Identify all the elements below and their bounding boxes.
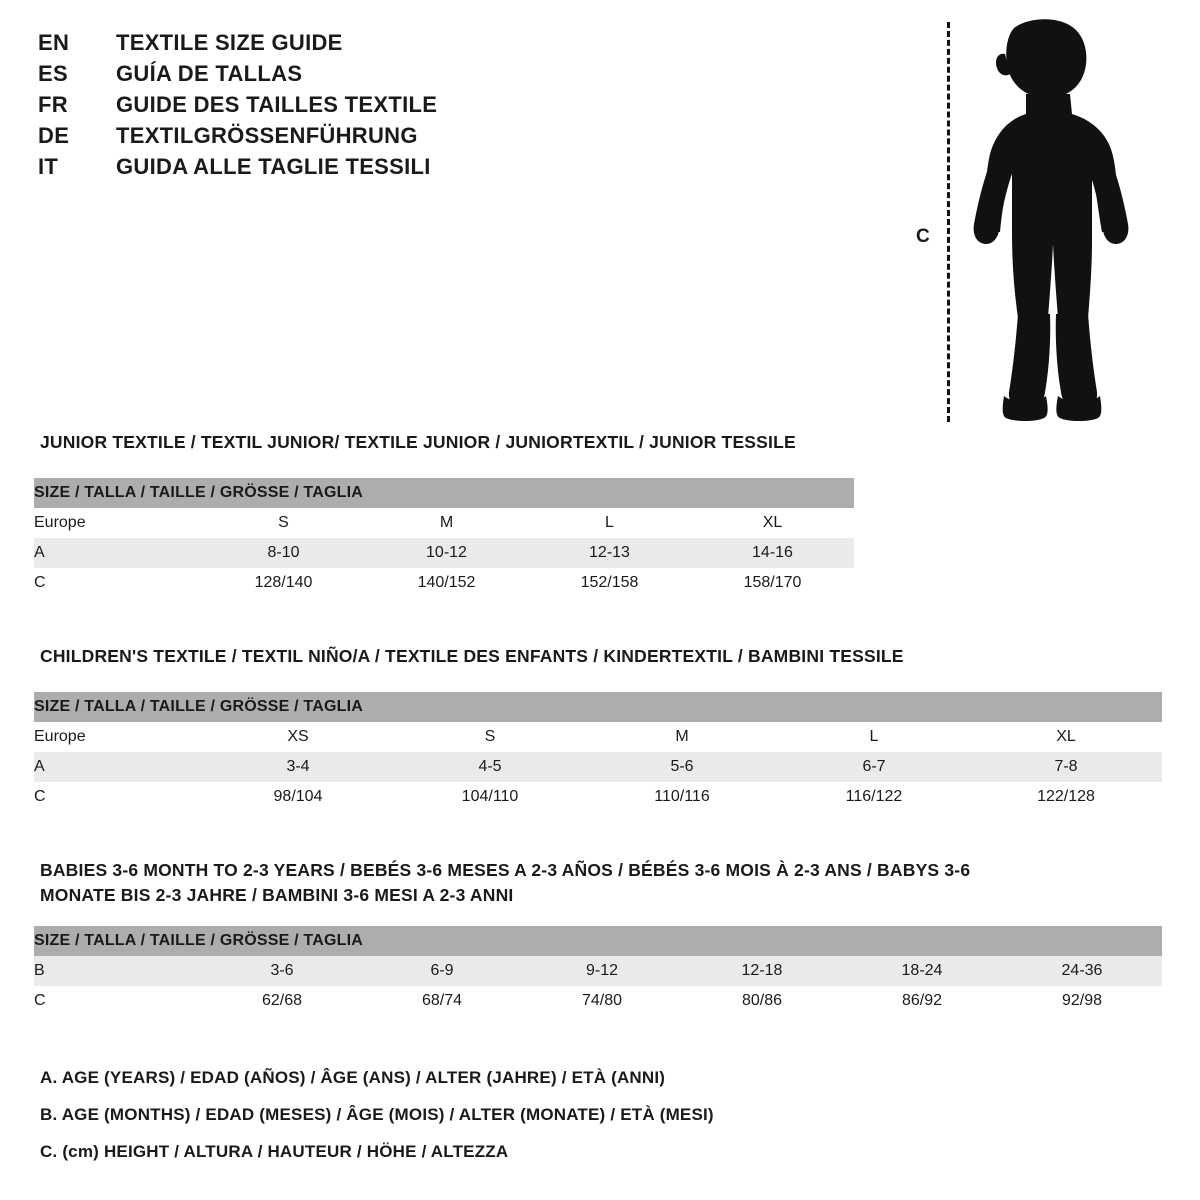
table-cell: 12-13 — [528, 538, 691, 568]
child-silhouette-icon — [952, 18, 1152, 428]
table-band-header — [34, 478, 854, 508]
language-row — [38, 92, 598, 118]
band-label: SIZE / TALLA / TAILLE / GRÖSSE / TAGLIA — [34, 478, 854, 508]
table-cell: 110/116 — [586, 782, 778, 812]
table-cell: 74/80 — [522, 986, 682, 1016]
language-code: IT — [38, 154, 59, 179]
language-row — [38, 30, 598, 56]
table-cell: 86/92 — [842, 986, 1002, 1016]
table-cell: M — [586, 722, 778, 752]
babies-size-table — [34, 926, 1162, 1016]
footnote-age-months: B. AGE (MONTHS) / EDAD (MESES) / ÂGE (MOIS) / ALTER (MONATE) / ETÀ (MESI) — [40, 1105, 714, 1124]
language-title: GUIDE DES TAILLES TEXTILE — [116, 92, 438, 117]
language-code: DE — [38, 123, 70, 148]
table-row — [34, 722, 1162, 752]
table-row — [34, 782, 1162, 812]
table-row — [34, 986, 1162, 1016]
language-row — [38, 61, 598, 87]
table-cell: 3-4 — [202, 752, 394, 782]
footnote-height: C. (cm) HEIGHT / ALTURA / HAUTEUR / HÖHE / ALTEZZA — [40, 1142, 509, 1161]
language-code: ES — [38, 61, 68, 86]
section-title-junior: JUNIOR TEXTILE / TEXTIL JUNIOR/ TEXTILE JUNIOR / JUNIORTEXTIL / JUNIOR TESSILE — [40, 432, 796, 452]
table-cell: 128/140 — [202, 568, 365, 598]
table-cell: 6-9 — [362, 956, 522, 986]
table-row — [34, 538, 854, 568]
language-title: TEXTILGRÖSSENFÜHRUNG — [116, 123, 418, 148]
table-cell: 122/128 — [970, 782, 1162, 812]
language-row — [38, 123, 598, 149]
table-cell: 8-10 — [202, 538, 365, 568]
table-cell: XL — [970, 722, 1162, 752]
footnote-age-years: A. AGE (YEARS) / EDAD (AÑOS) / ÂGE (ANS) / ALTER (JAHRE) / ETÀ (ANNI) — [40, 1068, 666, 1087]
row-label: A — [34, 538, 202, 568]
table-cell: 116/122 — [778, 782, 970, 812]
section-title-babies: BABIES 3-6 MONTH TO 2-3 YEARS / BEBÉS 3-6 MESES A 2-3 AÑOS / BÉBÉS 3-6 MOIS À 2-3 ANS / BABYS 3-6 MONATE BIS 2-3 JAHRE / BAMBINI 3-6 MESI A 2-3 ANNI — [40, 860, 971, 906]
table-cell: 140/152 — [365, 568, 528, 598]
table-cell: 24-36 — [1002, 956, 1162, 986]
band-label: SIZE / TALLA / TAILLE / GRÖSSE / TAGLIA — [34, 926, 1162, 956]
height-figure — [900, 8, 1160, 428]
table-cell: 80/86 — [682, 986, 842, 1016]
table-cell: 3-6 — [202, 956, 362, 986]
row-label: C — [34, 782, 202, 812]
table-cell: XL — [691, 508, 854, 538]
table-row — [34, 568, 854, 598]
table-cell: S — [394, 722, 586, 752]
table-cell: 104/110 — [394, 782, 586, 812]
table-cell: 152/158 — [528, 568, 691, 598]
table-cell: XS — [202, 722, 394, 752]
row-label: A — [34, 752, 202, 782]
table-cell: 18-24 — [842, 956, 1002, 986]
row-label: C — [34, 568, 202, 598]
table-cell: 5-6 — [586, 752, 778, 782]
row-label: Europe — [34, 508, 202, 538]
table-cell: 7-8 — [970, 752, 1162, 782]
height-dashed-line — [947, 22, 950, 422]
language-title: GUIDA ALLE TAGLIE TESSILI — [116, 154, 431, 179]
band-label: SIZE / TALLA / TAILLE / GRÖSSE / TAGLIA — [34, 692, 1162, 722]
footnote-list — [40, 1068, 1040, 1179]
table-cell: 9-12 — [522, 956, 682, 986]
language-title: TEXTILE SIZE GUIDE — [116, 30, 343, 55]
table-cell: 12-18 — [682, 956, 842, 986]
table-cell: 14-16 — [691, 538, 854, 568]
row-label: Europe — [34, 722, 202, 752]
language-code: EN — [38, 30, 70, 55]
table-cell: 68/74 — [362, 986, 522, 1016]
row-label: C — [34, 986, 202, 1016]
language-row — [38, 154, 598, 180]
table-cell: 98/104 — [202, 782, 394, 812]
junior-size-table — [34, 478, 854, 598]
language-code: FR — [38, 92, 68, 117]
table-cell: 6-7 — [778, 752, 970, 782]
table-cell: M — [365, 508, 528, 538]
language-title-list — [38, 30, 598, 185]
table-band-header — [34, 926, 1162, 956]
table-row — [34, 508, 854, 538]
table-cell: S — [202, 508, 365, 538]
height-marker-label: C — [916, 226, 930, 247]
row-label: B — [34, 956, 202, 986]
table-cell: 92/98 — [1002, 986, 1162, 1016]
table-cell: 10-12 — [365, 538, 528, 568]
table-cell: 62/68 — [202, 986, 362, 1016]
children-size-table — [34, 692, 1162, 812]
table-cell: L — [778, 722, 970, 752]
table-cell: 4-5 — [394, 752, 586, 782]
table-cell: 158/170 — [691, 568, 854, 598]
language-title: GUÍA DE TALLAS — [116, 61, 303, 86]
table-row — [34, 956, 1162, 986]
table-band-header — [34, 692, 1162, 722]
table-cell: L — [528, 508, 691, 538]
section-title-children: CHILDREN'S TEXTILE / TEXTIL NIÑO/A / TEXTILE DES ENFANTS / KINDERTEXTIL / BAMBINI TESSILE — [40, 646, 904, 666]
table-row — [34, 752, 1162, 782]
